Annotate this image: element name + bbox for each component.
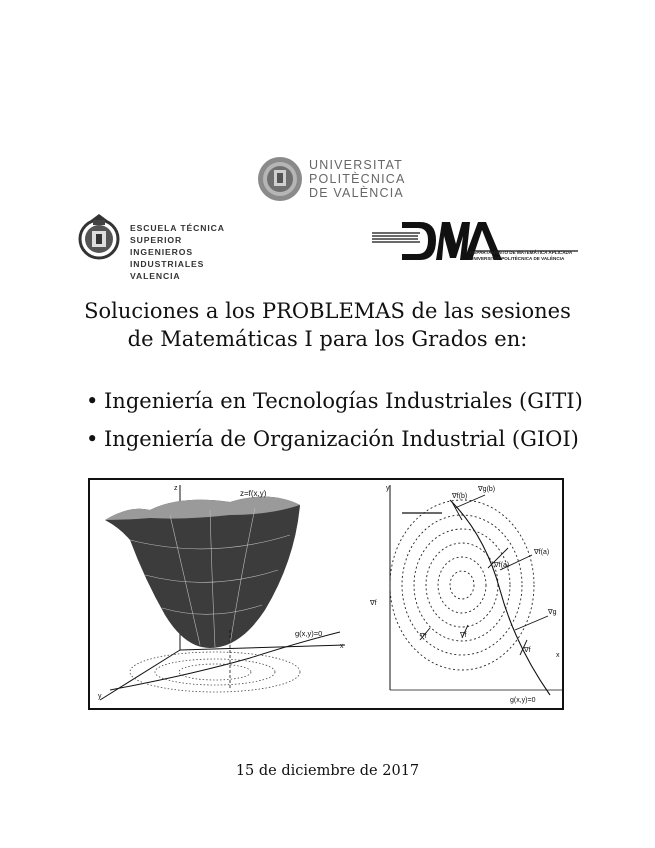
grad-f-label-3: ∇f [460,632,467,639]
right-x-label: x [556,652,560,659]
upv-name [309,158,406,200]
bullet-icon: • [86,427,99,451]
dma-logo [370,218,580,266]
etsii-line-3: INDUSTRIALES VALENCIA [130,259,205,281]
left-y-label: y [98,693,102,700]
level-curves [130,652,300,692]
paraboloid-panel [98,485,345,700]
grad-f-a-label-1: ∇f(a) [534,549,550,556]
publication-date: 15 de diciembre de 2017 [235,763,420,779]
degree-item-gioi [86,420,583,458]
title-line-2: de Matemáticas I para los Grados en: [127,327,528,351]
right-y-label: y [386,485,390,492]
lagrange-illustration [90,480,564,710]
contour-panel [369,485,562,704]
dma-line-1: DEPARTAMENTO DE MATEMÁTICA APLICADA [470,250,573,255]
grad-g-b-label: ∇g(b) [478,486,496,493]
bullet-icon: • [86,389,99,413]
degree-item-giti [86,382,583,420]
dma-line-2: UNIVERSITAT POLITÈCNICA DE VALÈNCIA [470,255,565,261]
grad-f-left-label: ∇f [370,600,377,607]
grad-f-a-label-2: ∇f(a) [494,562,510,569]
left-constraint-label: g(x,y)=0 [295,629,323,638]
right-constraint-label: g(x,y)=0 [510,697,536,704]
grad-f-label-4: ∇f [524,647,531,654]
title-line-1: Soluciones a los PROBLEMAS de las sesiones [84,299,571,323]
degree-list [86,382,583,458]
grad-f-label-2: ∇f [420,633,427,640]
left-z-label: z [174,485,178,492]
etsii-crest-icon [78,212,120,262]
cover-figure [88,478,564,710]
etsii-name [130,222,228,282]
upv-seal-icon [257,156,303,202]
etsii-logo [78,212,228,281]
etsii-line-1: ESCUELA TÉCNICA [130,223,225,233]
dma-department-name [470,250,572,261]
grad-g-label: ∇g [548,609,557,616]
etsii-line-2: SUPERIOR INGENIEROS [130,235,193,257]
left-x-label: x [340,643,344,650]
surface-label: z=f(x,y) [240,489,267,498]
upv-line-3: DE VALÈNCIA [309,186,404,200]
contour-curves [390,500,534,670]
upv-line-1: UNIVERSITAT [309,158,403,172]
upv-logo [257,156,406,204]
grad-f-b-label: ∇f(b) [452,493,468,500]
y-axis [100,650,180,700]
degree-label: Ingeniería de Organización Industrial (GIOI) [104,427,579,451]
degree-label: Ingeniería en Tecnologías Industriales (GITI) [104,389,583,413]
upv-line-2: POLITÈCNICA [309,172,406,186]
